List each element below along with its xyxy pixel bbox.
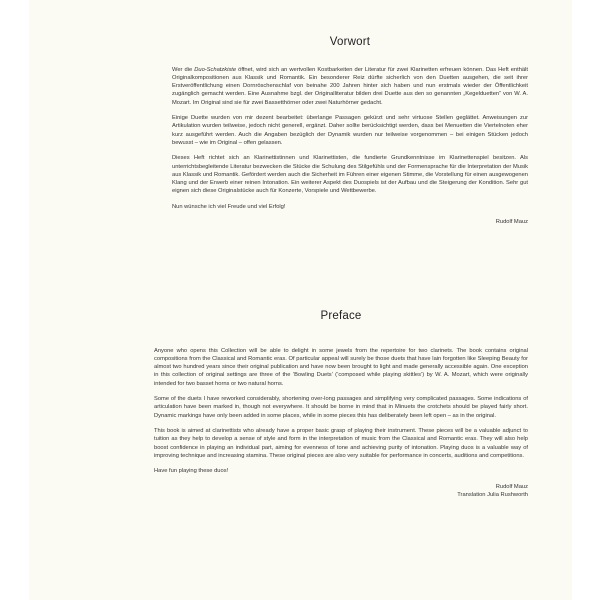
english-title: Preface (320, 310, 362, 322)
english-paragraph-4: Have fun playing these duos! (154, 468, 229, 475)
collection-title: Duo-Schatzkiste (194, 67, 237, 73)
german-title: Vorwort (329, 36, 371, 48)
german-paragraph-2: Einige Duette wurden von mir dezent bearbeitet: überlange Passagen gekürzt und sehr virtuose Stellen geglättet. Anweisungen zur Artikulation wurden teilweise, jedoch nicht generell, ergänzt. Daher sollte berücksichtigt werden, dass bei Menuetten die Viertelnoten eher kurz ausgeführt werden. Auch die Angaben bezüglich der Dynamik wurden nur teilweise vorgenommen – bei einigen Stücken jedoch bewusst – wie im Original – offen gelassen. (172, 115, 528, 146)
german-paragraph-4: Nun wünsche ich viel Freude und viel Erfolg! (172, 203, 286, 210)
english-signature: Rudolf Mauz (495, 484, 528, 491)
german-signature: Rudolf Mauz (495, 219, 528, 226)
german-paragraph-3: Dieses Heft richtet sich an Klarinettistinnen und Klarinettisten, die fundierte Grundkenntnisse im Klarinettenspiel besitzen. Als unterrichtsbegleitende Literatur bezwecken die Stücke die Schulung des Stilgefühls und der Formensprache für die Interpretation der Musik aus Klassik und Romantik. Gefördert werden auch die Sicherheit im Führen einer eigenen Stimme, die Vorstellung für einen ausgewogenen Klang und der Erwerb einer reinen Intonation. Ein weiterer Aspekt des Duospiels ist der Aufbau und die Steigerung der Kondition. Sehr gut eignen sich diese Originalstücke auch für Konzerte, Vorspiele und Wettbewerbe. (172, 155, 528, 195)
english-paragraph-1: Anyone who opens this Collection will be able to delight in some jewels from the repertoire for two clarinets. The book contains original compositions from the Classical and Romantic eras. Of particular appeal will surely be those duets that have lain forgotten like Sleeping Beauty for almost two hundred years since their original publication and have now been brought to light and made generally accessible again. One exception in this collection of original settings are three of the ‘Bowling Duets’ (‘composed while playing skittles’) by W. A. Mozart, which were originally intended for two basset horns or two natural horns. (154, 348, 528, 387)
german-body (172, 66, 528, 227)
german-paragraph-1: Wer die Duo-Schatzkiste öffnet, wird sich an wertvollen Kostbarkeiten der Literatur für zwei Klarinetten erfreuen können. Das Heft enthält Originalkompositionen aus Klassik und Romantik. Ein besonderer Reiz dürfte sicherlich von den Duetten ausgehen, die seit ihrer Erstveröffentlichung einen Dornröschenschlaf von beinahe 200 Jahren hinter sich haben und nun erstmals wieder der Öffentlichkeit zugänglich gemacht werden. Eine Ausnahme bzgl. der Originalliteratur bilden drei Duette aus den so genannten „Kegelduetten“ von W. A. Mozart. Im Original sind sie für zwei Bassetthörner oder zwei Naturhörner gedacht. (172, 67, 528, 106)
english-body (154, 347, 528, 499)
english-paragraph-3: This book is aimed at clarinettists who already have a proper basic grasp of playing their instrument. These pieces will be a valuable adjunct to tuition as they help to develop a sense of style and form in the interpretation of music from the Classical and Romantic eras. They will also help boost confidence in playing an individual part, aiming for evenness of tone and achieving purity of intonation. Playing duos is a valuable way of improving technique and increasing stamina. These original pieces are also very suitable for performance in concerts, auditions and competitions. (154, 428, 528, 459)
english-paragraph-2: Some of the duets I have reworked considerably, shortening over-long passages and simplifying very complicated passages. Some indications of articulation have been marked in, though not everywhere. It should be borne in mind that in Minuets the crotchets should be played fairly short. Dynamic markings have only been added in some places, while in some pieces this has deliberately been left open – as in the original. (154, 396, 528, 419)
page-sheet (29, 0, 572, 600)
translation-credit: Translation Julia Rushworth (457, 492, 528, 499)
